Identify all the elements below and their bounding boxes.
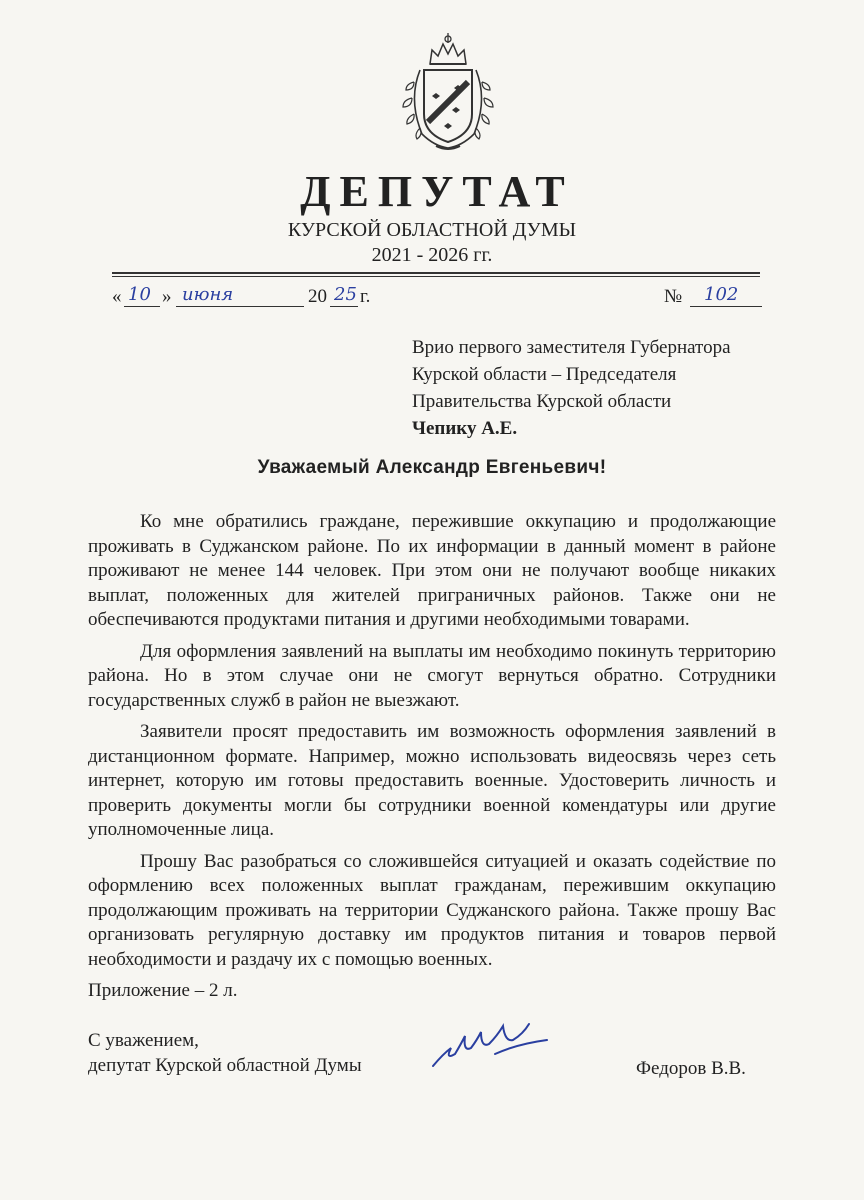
closing-regards: С уважением, bbox=[88, 1030, 199, 1051]
letter-number: 102 bbox=[704, 284, 739, 305]
signatory-name: Федоров В.В. bbox=[636, 1058, 746, 1079]
addressee-block bbox=[412, 334, 792, 442]
body-paragraph: Заявители просят предоставить им возможность оформления заявлений в дистанционном формате. Например, можно использовать видеосвязь через сеть интернет, которую им готовы предоставить военные. Удостоверить личность и проверить документы могли бы сотрудники военной комендатуры или другие уполномоченные лица. bbox=[88, 721, 776, 840]
body-paragraph: Для оформления заявлений на выплаты им необходимо покинуть территорию района. Но в этом случае они не смогут вернуться обратно. Сотрудники государственных служб в район не выезжают. bbox=[88, 640, 776, 711]
body-paragraph: Ко мне обратились граждане, пережившие оккупацию и продолжающие проживать в Суджанском районе. По их информации в данный момент в районе проживают не менее 144 человек. При этом они не получают вообще никаких выплат, положенных для жителей приграничных районов. Также они не обеспечиваются продуктами питания и другими необходимыми товарами. bbox=[88, 511, 776, 630]
date-day: 10 bbox=[128, 284, 151, 305]
letterhead-title: ДЕПУТАТ bbox=[300, 167, 574, 216]
letterhead-organization: КУРСКОЙ ОБЛАСТНОЙ ДУМЫ bbox=[287, 219, 577, 241]
addressee-name: Чепику А.Е. bbox=[412, 418, 518, 439]
body-paragraph: Прошу Вас разобраться со сложившейся ситуацией и оказать содействие по оформлению всех положенных выплат гражданам, пережившим оккупацию продолжающим проживать на территории Суджанского района. Также прошу Вас организовать регулярную доставку им продуктов питания и товаров первой необходимости и раздачу их с помощью военных. bbox=[88, 850, 776, 970]
number-underline bbox=[690, 306, 762, 307]
header-divider-thin bbox=[112, 276, 760, 277]
date-year-prefix: 20 bbox=[308, 286, 327, 307]
addressee-line: Правительства Курской области bbox=[412, 391, 672, 412]
date-year-suffix: 25 bbox=[334, 284, 357, 305]
coat-of-arms-icon bbox=[388, 30, 508, 155]
letterhead-term: 2021 - 2026 гг. bbox=[371, 244, 493, 266]
date-month: июня bbox=[182, 284, 234, 305]
year-underline bbox=[330, 306, 358, 307]
signature-icon bbox=[425, 1014, 555, 1074]
addressee-line: Врио первого заместителя Губернатора bbox=[412, 337, 731, 358]
addressee-line: Курской области – Председателя bbox=[412, 364, 677, 385]
attachment-note: Приложение – 2 л. bbox=[88, 980, 238, 1001]
date-open-quote: « bbox=[112, 286, 122, 307]
letter-body bbox=[88, 510, 776, 972]
date-close-quote: » bbox=[162, 286, 172, 307]
number-label: № bbox=[664, 286, 683, 307]
greeting: Уважаемый Александр Евгеньевич! bbox=[257, 457, 607, 478]
day-underline bbox=[124, 306, 160, 307]
closing-position: депутат Курской областной Думы bbox=[88, 1055, 362, 1076]
month-underline bbox=[176, 306, 304, 307]
header-divider-thick bbox=[112, 272, 760, 274]
date-number-line bbox=[112, 284, 760, 310]
date-year-unit: г. bbox=[360, 286, 371, 307]
